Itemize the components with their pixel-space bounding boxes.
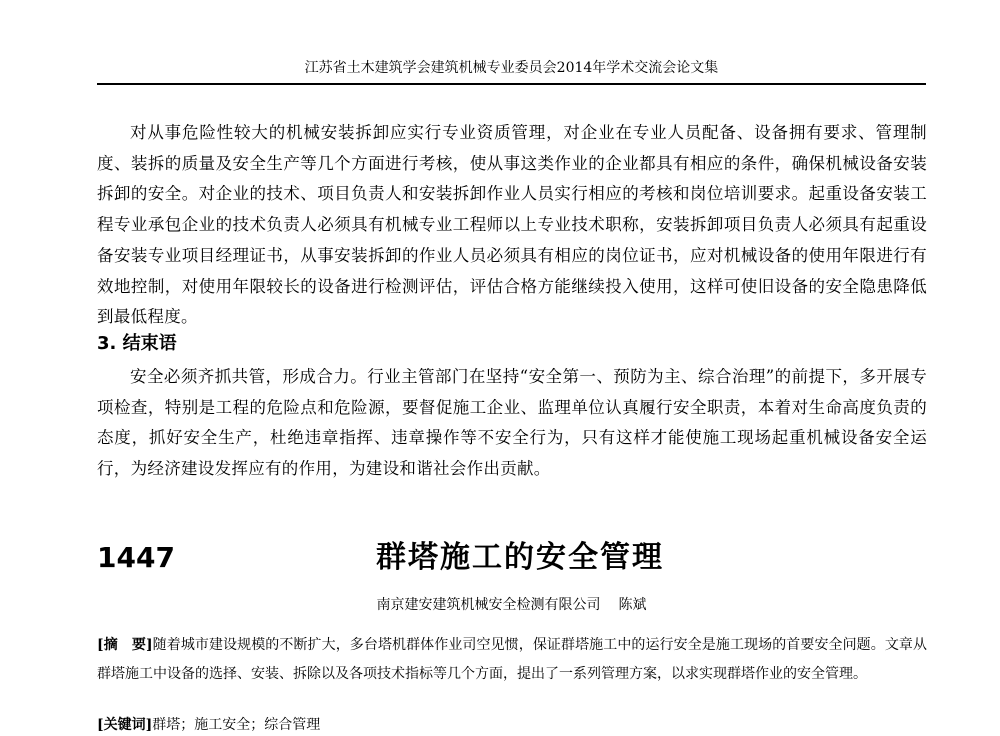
affiliation: 南京建安建筑机械安全检测有限公司 [376, 597, 601, 613]
keywords [97, 714, 927, 736]
body-paragraph-2: 安全必须齐抓共管，形成合力。行业主管部门在坚持“安全第一、预防为主、综合治理”的前提下，多开展专项检查，特别是工程的危险点和危险源，要督促施工企业、监理单位认真履行安全职责，本着对生命高度负责的态度，抓好安全生产，杜绝违章指挥、违章操作等不安全行为，只有这样才能使施工现场起重机械设备安全运行，为经济建设发挥应有的作用，为建设和谐社会作出贡献。 [97, 367, 927, 479]
keywords-label: [关键词] [97, 717, 153, 733]
author-name: 陈斌 [618, 597, 647, 613]
body-paragraph-1: 对从事危险性较大的机械安装拆卸应实行专业资质管理，对企业在专业人员配备、设备拥有要求、管理制度、装拆的质量及安全生产等几个方面进行考核，使从事这类作业的企业都具有相应的条件，确保机械设备安装拆卸的安全。对企业的技术、项目负责人和安装拆卸作业人员实行相应的考核和岗位培训要求。起重设备安装工程专业承包企业的技术负责人必须具有机械专业工程师以上专业技术职称，安装拆卸项目负责人必须具有起重设备安装专业项目经理证书，从事安装拆卸的作业人员必须具有相应的岗位证书，应对机械设备的使用年限进行有效地控制，对使用年限较长的设备进行检测评估，评估合格方能继续投入使用，这样可使旧设备的安全隐患降低到最低程度。 [97, 123, 927, 327]
author-line [97, 594, 926, 616]
running-header: 江苏省土木建筑学会建筑机械专业委员会2014年学术交流会论文集 [304, 60, 719, 76]
abstract-text: 随着城市建设规模的不断扩大，多台塔机群体作业司空见惯，保证群塔施工中的运行安全是施工现场的首要安全问题。文章从群塔施工中设备的选择、安装、拆除以及各项技术指标等几个方面，提出了一系列管理方案，以求实现群塔作业的安全管理。 [97, 637, 928, 682]
abstract [97, 631, 927, 689]
header-divider [97, 83, 926, 85]
keywords-text: 群塔；施工安全；综合管理 [152, 717, 321, 733]
abstract-label: [摘 要] [97, 637, 153, 653]
section-heading-conclusion: 3. 结束语 [97, 333, 177, 354]
paper-title: 群塔施工的安全管理 [376, 540, 664, 575]
paper-number: 1447 [97, 541, 175, 574]
